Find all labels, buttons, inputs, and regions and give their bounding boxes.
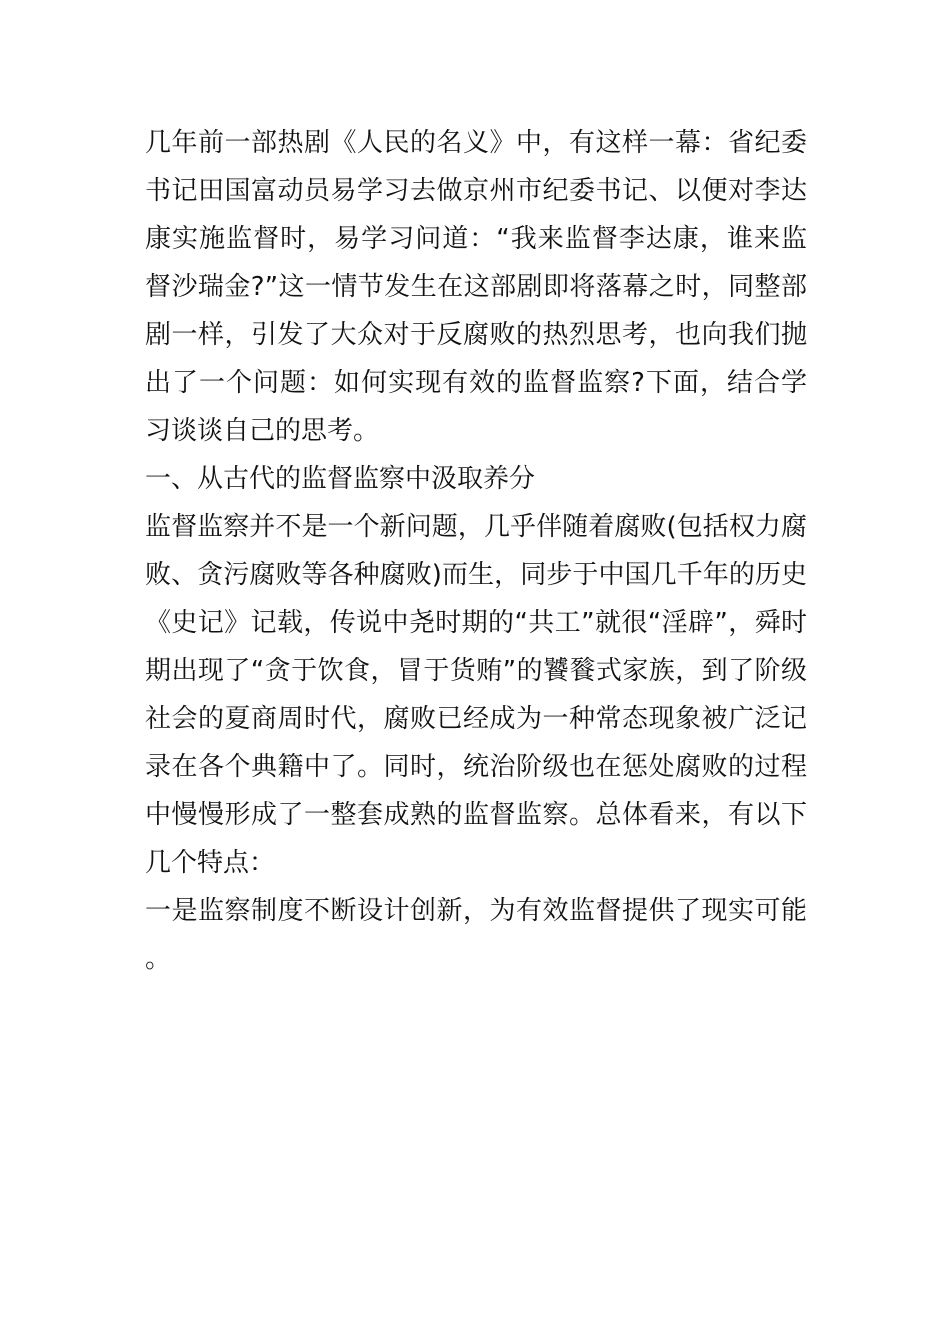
section-heading: 一、从古代的监督监察中汲取养分 <box>145 464 536 494</box>
point-one-paragraph: 一是监察制度不断设计创新，为有效监督提供了现实可能。 <box>145 896 807 974</box>
history-paragraph: 监督监察并不是一个新问题，几乎伴随着腐败(包括权力腐败、贪污腐败等各种腐败)而生，同步于中国几千年的历史《史记》记载，传说中尧时期的“共工”就很“淫辟”，舜时期出现了“贪于饮食，冒于货贿”的饕餮式家族，到了阶级社会的夏商周时代，腐败已经成为一种常态现象被广泛记录在各个典籍中了。同时，统治阶级也在惩处腐败的过程中慢慢形成了一整套成熟的监督监察。总体看来，有以下几个特点： <box>145 512 807 878</box>
intro-paragraph: 几年前一部热剧《人民的名义》中，有这样一幕：省纪委书记田国富动员易学习去做京州市纪委书记、以便对李达康实施监督时，易学习问道：“我来监督李达康，谁来监督沙瑞金?”这一情节发生在这部剧即将落幕之时，同整部剧一样，引发了大众对于反腐败的热烈思考，也向我们抛出了一个问题：如何实现有效的监督监察?下面，结合学习谈谈自己的思考。 <box>145 128 807 446</box>
document-body <box>145 119 807 983</box>
